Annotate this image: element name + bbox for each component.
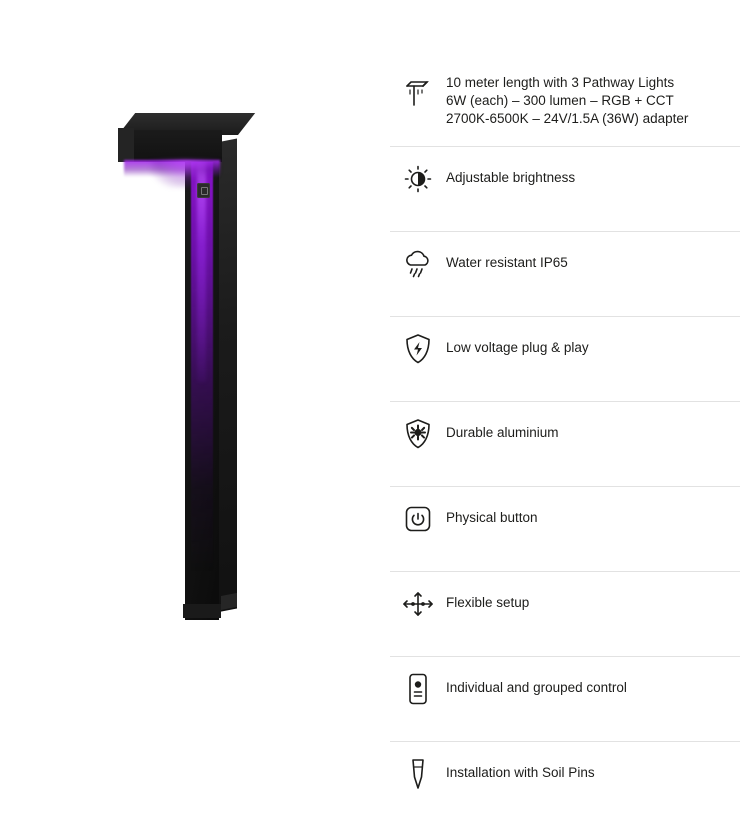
feature-list (390, 72, 740, 836)
lamp-head-cap (118, 128, 134, 162)
feature-row (390, 752, 740, 826)
physical-button-on-product (197, 183, 210, 198)
feature-label: Flexible setup (446, 595, 530, 610)
shield-star-icon (390, 412, 446, 456)
feature-label: Individual and grouped control (446, 680, 627, 695)
feature-row (390, 327, 740, 402)
feature-label: Adjustable brightness (446, 170, 576, 185)
feature-row (390, 242, 740, 317)
lightning-bolt-shield-icon (390, 327, 446, 371)
feature-label: Physical button (446, 510, 538, 525)
four-way-arrows-icon (390, 582, 446, 626)
lamp-post-side (219, 139, 237, 612)
feature-label: Water resistant IP65 (446, 255, 568, 270)
phone-app-control-icon (390, 667, 446, 711)
feature-label: Durable aluminium (446, 425, 559, 440)
feature-label: Low voltage plug & play (446, 340, 589, 355)
power-button-icon (390, 497, 446, 541)
brightness-half-sun-icon (390, 157, 446, 201)
pathway-light-spec-icon (390, 72, 446, 116)
product-photo (0, 0, 390, 750)
feature-row (390, 497, 740, 572)
feature-row (390, 72, 740, 147)
feature-line: 10 meter length with 3 Pathway Lights (446, 75, 675, 90)
soil-pin-spike-icon (390, 752, 446, 796)
feature-row (390, 412, 740, 487)
feature-label (446, 72, 740, 128)
feature-line: 2700K-6500K – 24V/1.5A (36W) adapter (446, 111, 689, 126)
feature-line: 6W (each) – 300 lumen – RGB + CCT (446, 93, 674, 108)
lamp-foot-front (183, 604, 221, 618)
rain-cloud-icon (390, 242, 446, 286)
feature-label: Installation with Soil Pins (446, 765, 595, 780)
feature-row (390, 582, 740, 657)
feature-row (390, 157, 740, 232)
feature-row (390, 667, 740, 742)
